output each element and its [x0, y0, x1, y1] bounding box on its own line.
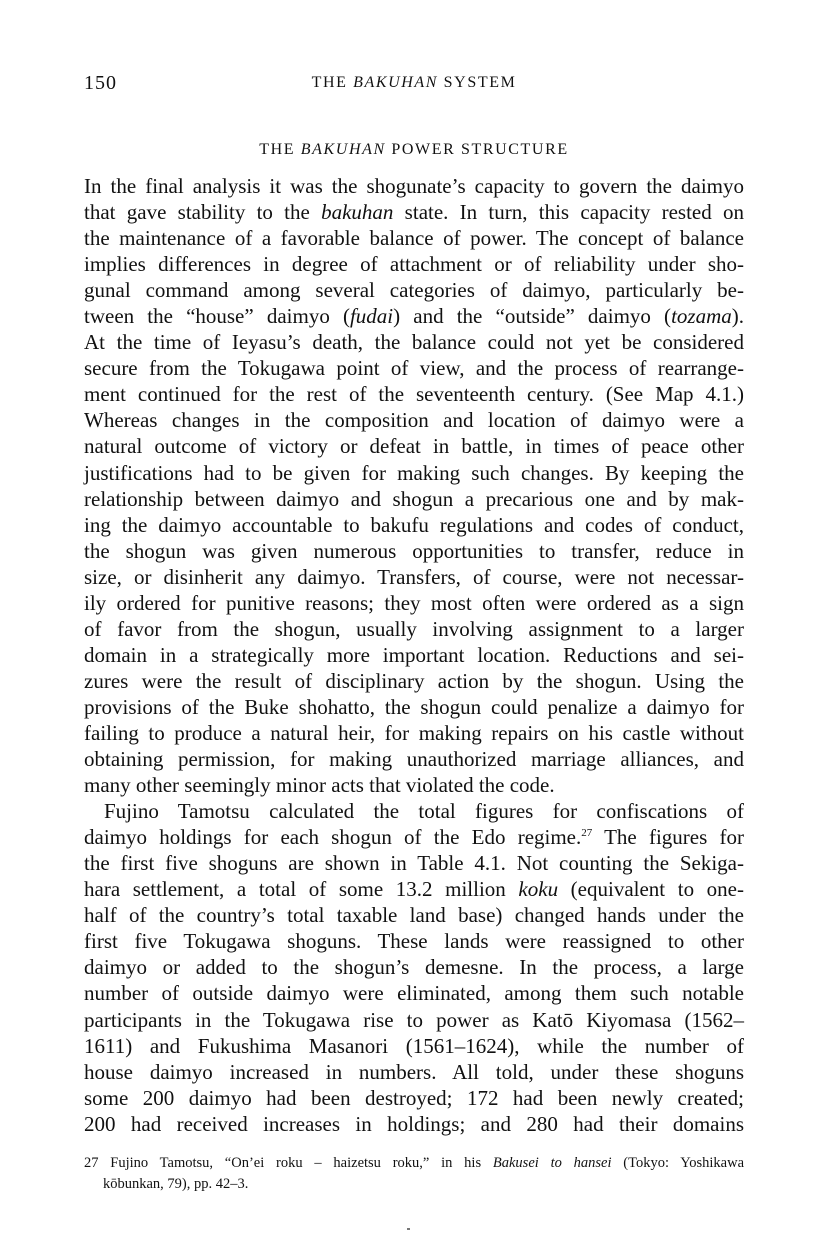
italic-title: Bakusei to hansei: [492, 1155, 612, 1171]
italic-term: tozama: [671, 304, 732, 329]
footnote-line: kōbunkan, 79), pp. 42–3.: [103, 1176, 249, 1192]
text-line: number of outside daimyo were eliminated, among them such notable: [84, 981, 744, 1006]
text-line: natural outcome of victory or defeat in battle, in times of peace other: [84, 434, 744, 459]
text-line: ily ordered for punitive reasons; they most often were ordered as a sign: [84, 590, 744, 615]
section-heading-text: POWER STRUCTURE: [385, 141, 569, 158]
text-line: size, or disinherit any daimyo. Transfers, of course, were not necessar-: [84, 564, 744, 589]
text-line: failing to produce a natural heir, for making repairs on his castle without: [84, 720, 744, 745]
text-run: (Tokyo: Yoshikawa: [611, 1155, 745, 1171]
text-line: [84, 199, 744, 225]
text-line: [84, 824, 744, 850]
text-line: the first five shoguns are shown in Table 4.1. Not counting the Sekiga-: [84, 851, 744, 876]
italic-term: bakuhan: [321, 200, 394, 225]
section-heading-text: THE: [259, 141, 301, 158]
text-line: daimyo or added to the shogun’s demesne. In the process, a large: [84, 955, 744, 980]
running-title-italic: BAKUHAN: [353, 74, 439, 91]
paragraph-1: [84, 173, 744, 798]
text-line: Whereas changes in the composition and location of daimyo were a: [84, 408, 744, 433]
text-line: ing the daimyo accountable to bakufu regulations and codes of conduct,: [84, 512, 744, 537]
text-line: house daimyo increased in numbers. All told, under these shoguns: [84, 1059, 744, 1084]
italic-term: koku: [518, 877, 559, 902]
footnote: [84, 1153, 744, 1195]
text-run: (equivalent to one-: [558, 877, 744, 902]
running-head: [84, 72, 744, 98]
text-line: [84, 303, 744, 329]
text-run: state. In turn, this capacity rested on: [393, 200, 744, 225]
text-line: Fujino Tamotsu calculated the total figures for confiscations of: [104, 799, 744, 824]
text-run: 27 Fujino Tamotsu, “On’ei roku – haizetsu roku,” in his: [84, 1155, 493, 1171]
text-run: daimyo holdings for each shogun of the Edo regime.: [84, 825, 582, 850]
text-run: ) and the “outside” daimyo (: [393, 304, 672, 329]
text-line: secure from the Tokugawa point of view, and the process of rearrange-: [84, 356, 744, 381]
text-line: 200 had received increases in holdings; and 280 had their domains: [84, 1111, 744, 1136]
text-line: relationship between daimyo and shogun a precarious one and by mak-: [84, 486, 744, 511]
text-line: domain in a strategically more important location. Reductions and sei-: [84, 642, 744, 667]
text-line: participants in the Tokugawa rise to power as Katō Kiyomasa (1562–: [84, 1007, 744, 1032]
text-line: 1611) and Fukushima Masanori (1561–1624), while the number of: [84, 1033, 744, 1058]
text-run: ).: [731, 304, 744, 329]
text-line: At the time of Ieyasu’s death, the balance could not yet be considered: [84, 330, 744, 355]
running-title-text: SYSTEM: [438, 74, 517, 91]
text-line: half of the country’s total taxable land base) changed hands under the: [84, 903, 744, 928]
text-line: implies differences in degree of attachment or of reliability under sho-: [84, 252, 744, 277]
text-line: of favor from the shogun, usually involving assignment to a larger: [84, 616, 744, 641]
paragraph-2: [84, 798, 744, 1137]
page-mark: [407, 1228, 410, 1230]
running-title-text: THE: [311, 74, 354, 91]
text-line: [84, 876, 744, 902]
text-line: provisions of the Buke shohatto, the shogun could penalize a daimyo for: [84, 694, 744, 719]
text-line: first five Tokugawa shoguns. These lands were reassigned to other: [84, 929, 744, 954]
text-line: some 200 daimyo had been destroyed; 172 had been newly created;: [84, 1085, 744, 1110]
text-run: hara settlement, a total of some 13.2 million: [84, 877, 519, 902]
footnote-line: [84, 1153, 744, 1174]
text-line: obtaining permission, for making unauthorized marriage alliances, and: [84, 747, 744, 772]
italic-term: fudai: [349, 304, 394, 329]
text-line: justifications had to be given for making such changes. By keeping the: [84, 460, 744, 485]
text-line: the maintenance of a favorable balance of power. The concept of balance: [84, 226, 744, 251]
text-line: the shogun was given numerous opportunities to transfer, reduce in: [84, 538, 744, 563]
running-title: [84, 74, 744, 92]
page-number: 150: [84, 72, 117, 94]
text-line: ment continued for the rest of the seventeenth century. (See Map 4.1.): [84, 382, 744, 407]
section-heading-italic: BAKUHAN: [300, 141, 386, 158]
body-text: [84, 173, 744, 1137]
text-line: In the final analysis it was the shogunate’s capacity to govern the daimyo: [84, 174, 744, 198]
text-run: The figures for: [592, 825, 744, 850]
footnote-reference: 27: [581, 827, 593, 840]
text-line: gunal command among several categories of daimyo, particularly be-: [84, 278, 744, 303]
text-run: that gave stability to the: [84, 200, 322, 225]
text-run: tween the “house” daimyo (: [84, 304, 350, 329]
text-line: many other seemingly minor acts that violated the code.: [84, 773, 555, 798]
text-line: zures were the result of disciplinary action by the shogun. Using the: [84, 668, 744, 693]
section-heading: [84, 141, 744, 159]
